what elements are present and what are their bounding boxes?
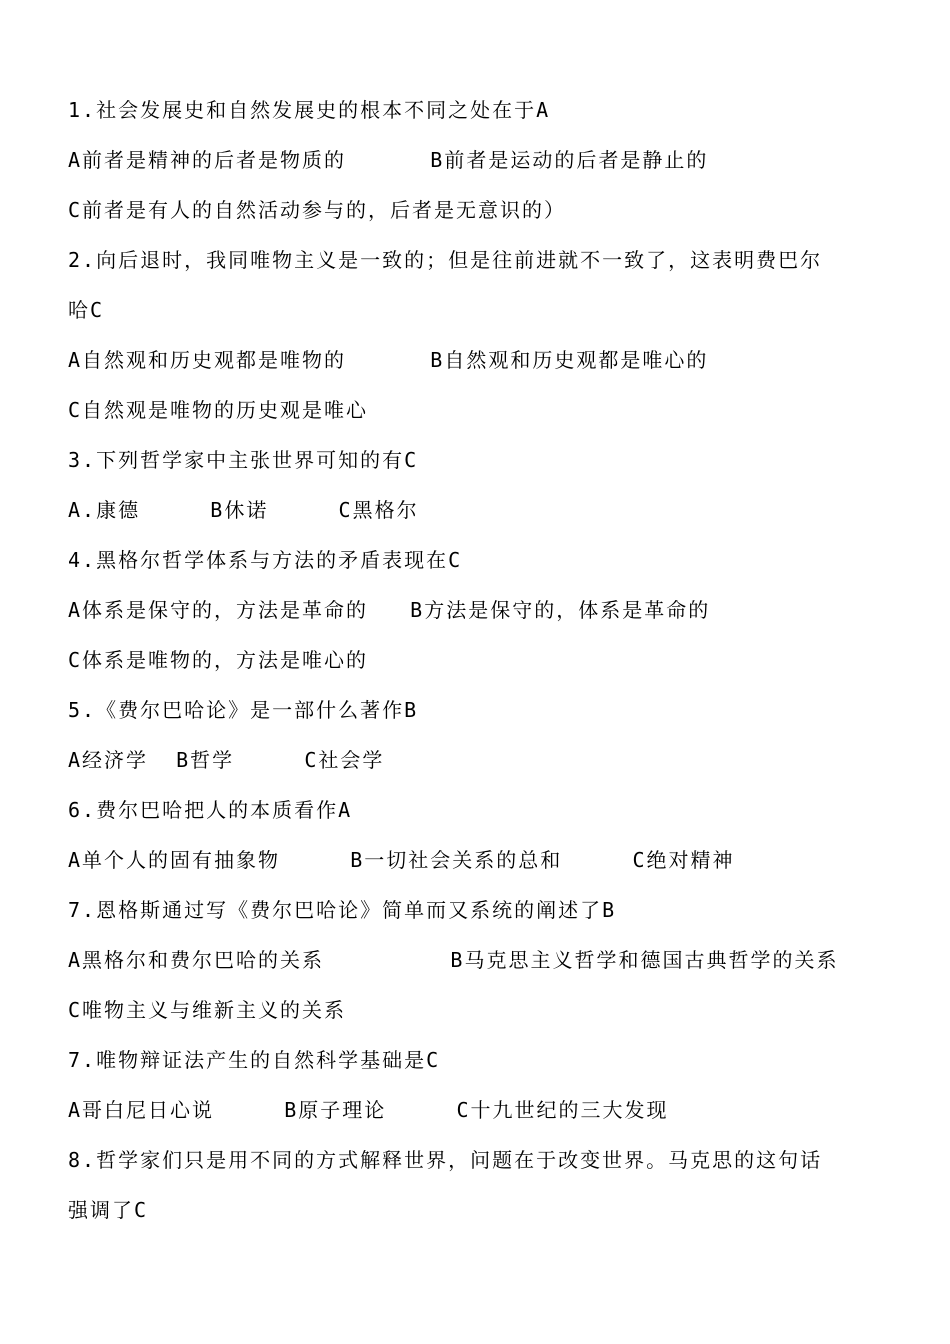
question-7a-options-ab: A黑格尔和费尔巴哈的关系 B马克思主义哲学和德国古典哲学的关系 — [68, 948, 839, 972]
question-2-options-ab: A自然观和历史观都是唯物的 B自然观和历史观都是唯心的 — [68, 348, 709, 372]
question-1-stem: 1.社会发展史和自然发展史的根本不同之处在于A — [68, 98, 551, 122]
question-8-stem: 8.哲学家们只是用不同的方式解释世界，问题在于改变世界。马克思的这句话 — [68, 1148, 823, 1172]
question-7a-stem: 7.恩格斯通过写《费尔巴哈论》简单而又系统的阐述了B — [68, 898, 617, 922]
question-4-option-c: C体系是唯物的，方法是唯心的 — [68, 648, 369, 672]
question-1-option-c: C前者是有人的自然活动参与的，后者是无意识的） — [68, 198, 567, 222]
question-6-stem: 6.费尔巴哈把人的本质看作A — [68, 798, 353, 822]
question-4-stem: 4.黑格尔哲学体系与方法的矛盾表现在C — [68, 548, 463, 572]
question-7b-stem: 7.唯物辩证法产生的自然科学基础是C — [68, 1048, 441, 1072]
question-2-option-c: C自然观是唯物的历史观是唯心 — [68, 398, 369, 422]
question-2-stem-continued: 哈C — [68, 298, 105, 322]
document-page — [68, 85, 898, 1235]
question-5-stem: 5.《费尔巴哈论》是一部什么著作B — [68, 698, 419, 722]
question-3-options: A.康德 B休诺 C黑格尔 — [68, 498, 419, 522]
question-2-stem: 2.向后退时，我同唯物主义是一致的；但是往前进就不一致了，这表明费巴尔 — [68, 248, 823, 272]
question-5-options: A经济学 B哲学 C社会学 — [68, 748, 385, 772]
question-6-options: A单个人的固有抽象物 B一切社会关系的总和 C绝对精神 — [68, 848, 735, 872]
question-3-stem: 3.下列哲学家中主张世界可知的有C — [68, 448, 419, 472]
question-4-options-ab: A体系是保守的，方法是革命的 B方法是保守的，体系是革命的 — [68, 598, 711, 622]
question-7a-option-c: C唯物主义与维新主义的关系 — [68, 998, 347, 1022]
question-1-options-ab: A前者是精神的后者是物质的 B前者是运动的后者是静止的 — [68, 148, 709, 172]
question-7b-options: A哥白尼日心说 B原子理论 C十九世纪的三大发现 — [68, 1098, 669, 1122]
question-8-stem-continued: 强调了C — [68, 1198, 149, 1222]
